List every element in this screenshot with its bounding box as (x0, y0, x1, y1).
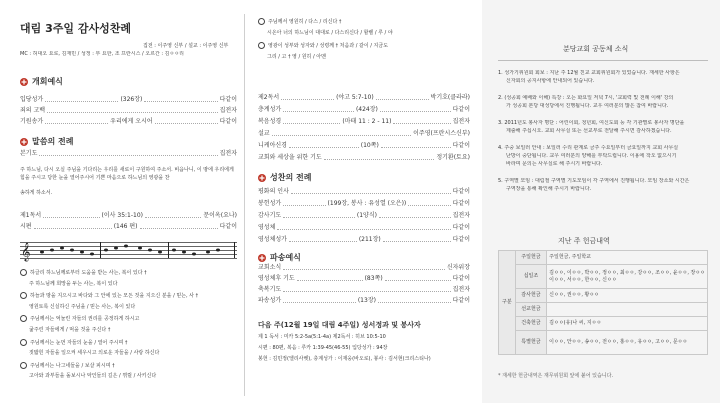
music-staff (20, 240, 237, 262)
offering-group-label: 구분 (499, 251, 516, 355)
offering-names: 이ㅇㅇ, 안ㅇㅇ, 송ㅇㅇ, 전ㅇㅇ, 홍ㅇㅇ, 유ㅇㅇ, 고ㅇㅇ, 문ㅇㅇ (547, 331, 708, 355)
news-item-line: 구역장을 통해 확인해 주시기 바랍니다. (506, 186, 592, 192)
news-item-line: 신자회의 공지사항에 안내되어 있습니다. (506, 78, 595, 84)
eucharist-row: 평화의 인사 다같이 (258, 188, 470, 195)
page-title: 대림 3주일 감사성찬례 (20, 22, 131, 35)
psalm-line: 주 하느님께 희망을 두는 사는, 복이 있다 (29, 280, 118, 287)
reading-row: 복음성경 (마태 11 : 2 - 11) 집전자 (258, 118, 471, 125)
collect-prayer-end: 송하게 하소서. (20, 190, 53, 196)
reading-row: 교회와 세상을 위한 기도 정기환(토요) (258, 154, 470, 161)
eucharist-row: 영성체 다같이 (258, 224, 470, 231)
psalm-line: 굶주린 자들에게 / 먹을 것을 주신다 † (29, 327, 111, 333)
offering-category: 주일헌금 (515, 251, 546, 265)
offering-note: * 재세한 헌금내역은 재무위원회 앞에 붙어 있습니다. (498, 373, 614, 379)
eucharist-heading: 성찬의 전례 (258, 172, 311, 183)
credits-line-2: MC : 허대오 요로, 김재민 / 성정 : 부 요한, 조 프란시스 / 오르간 : 김ㅇㅇ리 (20, 51, 184, 57)
collect-prayer: 주 하느님, 다시 오실 주님을 기다리는 우리를 새로이 구원하여 주소서. 비옵나니, 이 땅에 우리에게 힘을 주시고 당한 눈을 열어주시어 기쁜 마음으로 하느님의 영광을 찬 (20, 167, 234, 181)
reading-row: 설교 이주영(프란시스신부) (258, 130, 470, 137)
next-week-line-1: 제 1 독서 : 미카 5:2-5a(5:1-4a) 제2독서 : 히브 10:5-10 (258, 334, 386, 340)
offering-row (499, 265, 708, 289)
psalm-line: 주님께서는 눈먼 자들의 눈을 / 열어 주시며 † (20, 339, 127, 347)
psalm-line: 주님께서는 나그네들을 / 보살 피시며 † (20, 362, 115, 370)
offering-row (499, 289, 708, 303)
circle-bullet-icon (258, 42, 265, 49)
cross-icon (20, 138, 28, 146)
offering-names: 신ㅇㅇ, 권ㅇㅇ, 황ㅇㅇ (547, 289, 708, 303)
cross-icon (258, 254, 266, 262)
circle-bullet-icon (20, 339, 27, 346)
news-item-line: 3. 2011년도 봉사자 명단 : 어린이회, 청년회, 여신도회 등 각 기관별로 봉사자 명단을 (498, 120, 685, 126)
psalm-line: 그리 / 고 † 영 / 원히 / 아멘 (267, 54, 326, 60)
reading-row: 시편 (146 편) 다같이 (20, 223, 238, 230)
news-item-line: 난방이 중단됩니다. 교우 여러분의 양해를 부탁드립니다. 이용에 착오 없으시기 (506, 153, 677, 159)
psalm-line: 영원토록 신실하신 주님을 / 믿는 사는, 복이 있다 (29, 303, 136, 310)
psalm-line: 영광이 성부와 성자와 / 성령께 † 처음과 / 같이 / 지금도 (258, 42, 388, 50)
reading-row: 제2독서 (야고 5:7-10) 박기호(클라라) (258, 94, 471, 101)
credits-line-1: 집전 : 이주영 신부 / 설교 : 이주영 신부 (143, 43, 229, 49)
psalm-line: 하글리 하느님께로부터 도움을 받는 사는, 복이 있다 † (20, 269, 147, 277)
news-item-line: 바라며 문의는 사무실로 해 주시기 바랍니다. (506, 161, 603, 167)
offering-row (499, 251, 708, 265)
offering-heading: 지난 주 헌금내역 (558, 237, 610, 245)
offering-names: 주일헌금, 주일학교 (547, 251, 708, 265)
dismissal-row: 영성체후 기도 (83쪽) 다같이 (258, 275, 471, 282)
reading-row: 층계성가 (424장) 다같이 (258, 106, 471, 113)
dismissal-row: 교회소식 신자위장 (258, 264, 470, 271)
next-week-line-2: 시편 : 80편, 복음 : 루카 1:39-45(46-55) 입당성가 : 94장 (258, 345, 388, 351)
circle-bullet-icon (20, 269, 27, 276)
dismissal-row: 축복기도 집전자 (258, 286, 470, 293)
offering-names: 김ㅇㅇ(유)나 씨, 지ㅇㅇ (547, 317, 708, 331)
offering-table (498, 250, 708, 355)
opening-row: 입당성가 (326장) 다같이 (20, 96, 238, 103)
news-item-line: 가 성공회 본당 대성당에서 진행됩니다. 교우 여러분의 많은 참여 바랍니다. (506, 103, 669, 109)
psalm-line: 고아와 과부들을 돌보시나 악인들의 길은 / 꺾릴 / 사키신다 (29, 373, 157, 380)
dismissal-row: 파송성가 (13장) 다같이 (258, 297, 471, 304)
circle-bullet-icon (258, 18, 265, 25)
offering-category: 선교헌금 (515, 303, 546, 317)
svg-text:𝄞: 𝄞 (21, 242, 31, 261)
news-item-line: 5. 구역별 모임 : 대림절 구역별 기도모임이 각 구역에서 진행됩니다. 모임 장소와 시간은 (498, 178, 690, 184)
opening-row: 기원송가 우리에게 오시어 다같이 (20, 118, 237, 125)
next-week-line-3: 봉헌 : 김민정(엘리사벳), 층계성가 : 이재웅(바오로), 봉사 : 김서현(크리스티나) (258, 356, 431, 362)
word-heading: 말씀의 전례 (20, 136, 73, 147)
news-item-line: 2. (성공회 예배와 이해) 특강 : 오는 화요일 저녁 7시, '교회력 및 전례 이해' 강의 (498, 95, 674, 101)
offering-category: 십일조 (515, 265, 546, 289)
reading-row: 니케아신경 (10쪽) 다같이 (258, 142, 470, 149)
psalm-line: 시온아 너의 하느님이 대대로 / 다스리신다 / 할렐 / 루 / 야 (267, 30, 393, 36)
offering-names: 김ㅇㅇ, 이ㅇㅇ, 박ㅇㅇ, 정ㅇㅇ, 최ㅇㅇ, 강ㅇㅇ, 조ㅇㅇ, 윤ㅇㅇ, 장ㅇㅇ 이ㅇㅇ, 서ㅇㅇ, 한ㅇㅇ, 신ㅇㅇ (547, 265, 708, 289)
news-heading: 분당교회 공동체 소식 (563, 45, 629, 53)
offering-row (499, 303, 708, 317)
collect-row: 본기도 집전자 (20, 150, 237, 157)
offering-row (499, 317, 708, 331)
circle-bullet-icon (20, 315, 27, 322)
psalm-line: 하늘과 땅을 지으시고 바다와 그 안에 있는 모든 것을 지으신 분을 / 믿는, 사 † (20, 292, 198, 300)
news-item-line: 1. 성가기위원회 회보 : 지난 주 12월 친교 교회위원회가 있었습니다. 재세한 사항은 (498, 70, 680, 76)
psalm-line: 주님께서 영원히 / 다스 / 리신다 † (258, 18, 341, 26)
offering-category: 특별헌금 (515, 331, 546, 355)
news-item-line: 제출해 주십시오. 교회 사무실 또는 선교부로 전달해 주시면 감사하겠습니다. (506, 128, 672, 134)
eucharist-row: 봉헌성가 (199장, 봉사 : 유성열 (오은)) 다같이 (258, 200, 471, 207)
reading-row: 제1독서 (이사 35:1-10) 문이옥(요나) (20, 212, 238, 219)
cross-icon (20, 78, 28, 86)
music-notes (20, 240, 237, 262)
opening-row: 죄의 고백 집전자 (20, 107, 237, 114)
news-item-line: 4. 주중 보일러 안내 : 보일러 수리 관계로 금주 수요일부터 금요일까지 교회 사무실 (498, 145, 679, 151)
opening-heading: 개회예식 (20, 76, 63, 87)
offering-names (547, 303, 708, 317)
offering-category: 감사헌금 (515, 289, 546, 303)
circle-bullet-icon (20, 292, 27, 299)
circle-bullet-icon (20, 362, 27, 369)
offering-category: 건축헌금 (515, 317, 546, 331)
offering-row (499, 331, 708, 355)
psalm-line: 주님께서는 억눌린 자들의 권리를 공정하게 하시고 (20, 315, 139, 323)
cross-icon (258, 174, 266, 182)
eucharist-row: 감사기도 (1양식) 집전자 (258, 212, 471, 219)
eucharist-row: 영성체성가 (211장) 다같이 (258, 236, 470, 243)
dismissal-heading: 파송예식 (258, 252, 301, 263)
psalm-line: 짓밟힌 자들을 일으켜 세우시고 의로운 자들을 / 사랑 하신다 (29, 350, 160, 357)
next-week-heading: 다음 주(12월 19일 대림 4주일) 성서정과 및 봉사자 (258, 321, 421, 329)
